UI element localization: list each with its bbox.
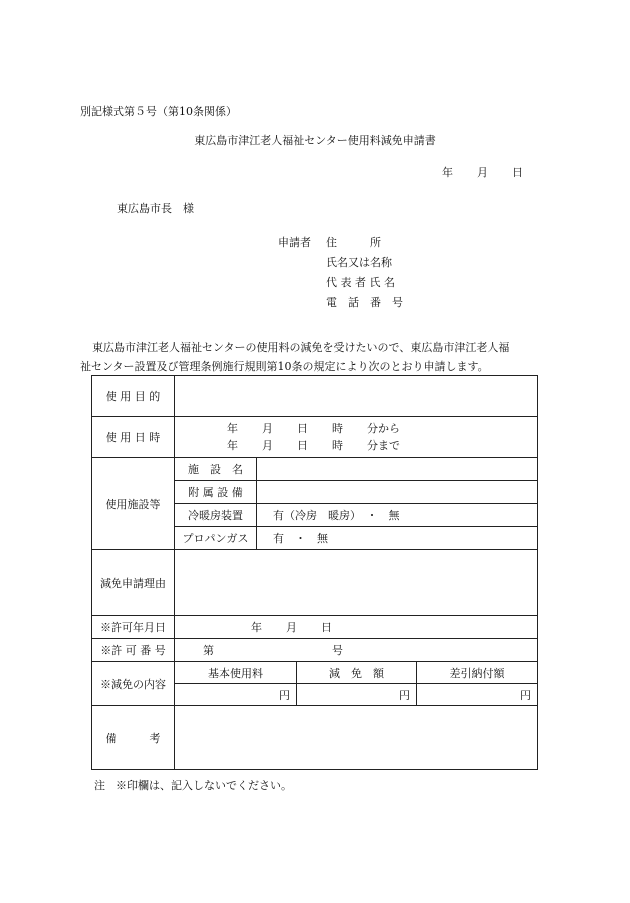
row-permit-date bbox=[92, 616, 538, 639]
permit-number-field bbox=[175, 639, 538, 662]
permit-no-prefix: 第 bbox=[203, 644, 214, 657]
application-form-table bbox=[91, 375, 538, 770]
reduction-amount-header: 減 免 額 bbox=[297, 662, 417, 684]
date-month: 月 bbox=[477, 166, 488, 179]
usage-date-field[interactable] bbox=[175, 417, 538, 458]
facilities-label: 使用施設等 bbox=[92, 458, 175, 550]
to-day: 日 bbox=[297, 439, 308, 452]
row-facility-name bbox=[92, 458, 538, 481]
permit-year: 年 bbox=[251, 621, 262, 634]
document-title: 東広島市津江老人福祉センター使用料減免申請書 bbox=[194, 134, 436, 147]
equipment-field[interactable] bbox=[257, 481, 538, 504]
basic-fee-value: 円 bbox=[175, 684, 297, 706]
applicant-block bbox=[278, 236, 406, 316]
row-permit-number bbox=[92, 639, 538, 662]
reason-field[interactable] bbox=[175, 550, 538, 616]
date-day: 日 bbox=[512, 166, 523, 179]
hvac-label: 冷暖房装置 bbox=[175, 504, 257, 527]
purpose-field[interactable] bbox=[175, 376, 538, 417]
permit-number-label: ※許 可 番 号 bbox=[92, 639, 175, 662]
reason-label: 減免申請理由 bbox=[92, 550, 175, 616]
footnote: 注 ※印欄は、記入しないでください。 bbox=[94, 779, 292, 792]
statement-line-2: 祉センター設置及び管理条例施行規則第10条の規定により次のとおり申請します。 bbox=[80, 360, 489, 373]
propane-label: プロパンガス bbox=[175, 527, 257, 550]
permit-month: 月 bbox=[286, 621, 297, 634]
usage-date-from bbox=[227, 420, 533, 437]
row-usage-date bbox=[92, 417, 538, 458]
from-day: 日 bbox=[297, 422, 308, 435]
to-hour: 時 bbox=[332, 439, 343, 452]
reduction-amount-value: 円 bbox=[297, 684, 417, 706]
reduction-label: ※減免の内容 bbox=[92, 662, 175, 706]
representative-name-label: 代 表 者 氏 名 bbox=[326, 276, 395, 289]
facility-name-field[interactable] bbox=[257, 458, 538, 481]
date-year: 年 bbox=[442, 166, 453, 179]
from-hour: 時 bbox=[332, 422, 343, 435]
net-payment-header: 差引納付額 bbox=[417, 662, 538, 684]
applicant-address-label: 住 所 bbox=[326, 236, 381, 249]
to-year: 年 bbox=[227, 439, 238, 452]
application-statement bbox=[80, 338, 550, 376]
purpose-label: 使 用 目 的 bbox=[92, 376, 175, 417]
applicant-role: 申請者 bbox=[278, 236, 311, 249]
from-year: 年 bbox=[227, 422, 238, 435]
from-month: 月 bbox=[262, 422, 273, 435]
to-minute: 分まで bbox=[367, 439, 400, 452]
row-purpose bbox=[92, 376, 538, 417]
basic-fee-header: 基本使用料 bbox=[175, 662, 297, 684]
propane-field[interactable]: 有 ・ 無 bbox=[257, 527, 538, 550]
phone-number-label: 電 話 番 号 bbox=[326, 296, 403, 309]
row-remarks bbox=[92, 706, 538, 770]
from-minute: 分から bbox=[367, 422, 400, 435]
statement-line-1: 東広島市津江老人福祉センターの使用料の減免を受けたいので、東広島市津江老人福 bbox=[92, 341, 510, 354]
facility-name-label: 施 設 名 bbox=[175, 458, 257, 481]
remarks-field[interactable] bbox=[175, 706, 538, 770]
application-date bbox=[442, 164, 523, 180]
remarks-label: 備 考 bbox=[92, 706, 175, 770]
row-reason bbox=[92, 550, 538, 616]
applicant-name-label: 氏名又は名称 bbox=[326, 256, 392, 269]
addressee: 東広島市長 様 bbox=[117, 202, 194, 215]
hvac-field[interactable]: 有（冷房 暖房） ・ 無 bbox=[257, 504, 538, 527]
to-month: 月 bbox=[262, 439, 273, 452]
usage-date-label: 使 用 日 時 bbox=[92, 417, 175, 458]
usage-date-to bbox=[227, 437, 533, 454]
permit-date-field bbox=[175, 616, 538, 639]
equipment-label: 附 属 設 備 bbox=[175, 481, 257, 504]
permit-date-label: ※許可年月日 bbox=[92, 616, 175, 639]
permit-no-suffix: 号 bbox=[332, 644, 343, 657]
form-number: 別記様式第５号（第10条関係） bbox=[80, 105, 237, 118]
row-reduction-headers bbox=[92, 662, 538, 684]
net-payment-value: 円 bbox=[417, 684, 538, 706]
permit-day: 日 bbox=[321, 621, 332, 634]
